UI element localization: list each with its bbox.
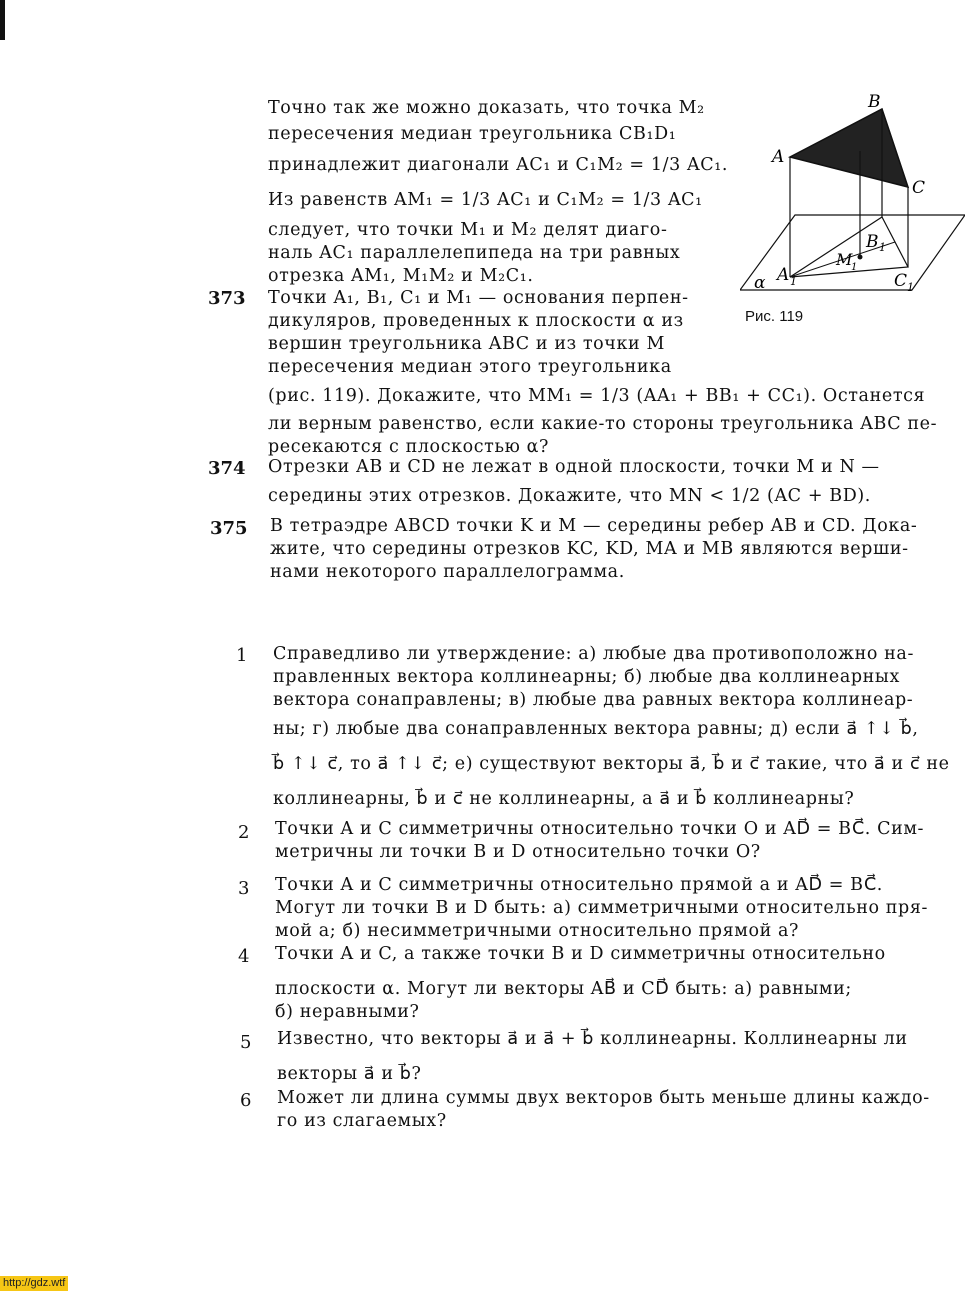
question-line: Могут ли точки B и D быть: а) симметричными относительно пря- — [275, 898, 928, 918]
triangle-abc — [790, 109, 908, 187]
question-1 — [273, 643, 963, 811]
question-number: 2 — [238, 822, 250, 843]
problem-line: пересечения медиан этого треугольника — [268, 357, 672, 377]
intro-line: пересечения медиан треугольника CB₁D₁ — [268, 124, 677, 144]
label-c: C — [912, 178, 926, 198]
question-line: коллинеарны, b⃗ и c⃗ не коллинеарны, а a⃗ и b⃗ коллинеарны? — [273, 789, 855, 809]
problem-373 — [268, 287, 958, 459]
label-m1-sub: 1 — [851, 262, 858, 273]
problem-line: ресекаются с плоскостью α? — [268, 437, 549, 457]
question-line: ны; г) любые два сонаправленных вектора равны; д) если a⃗ ↑↓ b⃗, — [273, 719, 919, 739]
question-6 — [277, 1087, 967, 1133]
question-3 — [275, 874, 965, 943]
question-line: правленных вектора коллинеарны; б) любые два коллинеарных — [273, 667, 900, 687]
intro-line: наль AC₁ параллелепипеда на три равных — [268, 243, 681, 263]
problem-line: Точки A₁, B₁, C₁ и M₁ — основания перпен- — [268, 288, 689, 308]
intro-line: Из равенств AM₁ = 1/3 AC₁ и C₁M₂ = 1/3 AC₁ — [268, 190, 703, 210]
question-line: Справедливо ли утверждение: а) любые два противоположно на- — [273, 644, 914, 664]
label-a: A — [772, 147, 785, 167]
figure-119 — [740, 85, 965, 300]
question-5 — [277, 1028, 967, 1086]
question-line: Точки A и C, а также точки B и D симметричны относительно — [275, 944, 886, 964]
label-m1: M — [836, 250, 853, 269]
label-alpha: α — [754, 273, 766, 293]
page-edge-mark — [0, 0, 5, 40]
problem-number: 374 — [208, 458, 246, 479]
question-number: 3 — [238, 878, 250, 899]
problem-line: середины этих отрезков. Докажите, что MN < 1/2 (AC + BD). — [268, 486, 871, 506]
problem-line: В тетраэдре ABCD точки K и M — середины ребер AB и CD. Дока- — [270, 516, 918, 536]
intro-line: Точно так же можно доказать, что точка M₂ — [268, 98, 705, 118]
intro-line: следует, что точки M₁ и M₂ делят диаго- — [268, 220, 668, 240]
problem-374 — [268, 456, 958, 508]
label-b: B — [868, 92, 881, 112]
label-b1-sub: 1 — [879, 241, 886, 254]
question-number: 5 — [240, 1032, 252, 1053]
label-c1-sub: 1 — [907, 281, 914, 294]
problem-line: нами некоторого параллелограмма. — [270, 562, 625, 582]
question-line: Известно, что векторы a⃗ и a⃗ + b⃗ коллинеарны. Коллинеарны ли — [277, 1029, 908, 1049]
problem-line: ли верным равенство, если какие-то стороны треугольника ABC пе- — [268, 414, 938, 434]
figure-caption: Рис. 119 — [745, 308, 804, 325]
question-line: плоскости α. Могут ли векторы AB⃗ и CD⃗ быть: а) равными; — [275, 979, 852, 999]
question-number: 1 — [236, 645, 248, 666]
watermark-link[interactable]: http://gdz.wtf — [0, 1276, 68, 1291]
label-a1: A — [777, 265, 790, 285]
label-a1-sub: 1 — [790, 275, 797, 288]
intro-line: отрезка AM₁, M₁M₂ и M₂C₁. — [268, 266, 534, 286]
problem-line: (рис. 119). Докажите, что MM₁ = 1/3 (AA₁ + BB₁ + CC₁). Останется — [268, 386, 926, 406]
point-m1 — [858, 255, 863, 260]
question-line: вектора сонаправлены; в) любые два равных вектора коллинеар- — [273, 690, 914, 710]
intro-line: принадлежит диагонали AC₁ и C₁M₂ = 1/3 AC₁. — [268, 155, 728, 175]
intro-paragraph — [268, 97, 728, 288]
label-c1: C — [894, 271, 908, 291]
problem-line: дикуляров, проведенных к плоскости α из — [268, 311, 684, 331]
problem-line: жите, что середины отрезков KC, KD, MA и MB являются верши- — [270, 539, 909, 559]
question-4 — [275, 943, 965, 1024]
question-line: Может ли длина суммы двух векторов быть меньше длины каждо- — [277, 1088, 930, 1108]
problem-number: 373 — [208, 288, 246, 309]
question-line: го из слагаемых? — [277, 1111, 447, 1131]
question-2 — [275, 818, 965, 864]
question-number: 4 — [238, 946, 250, 967]
question-line: векторы a⃗ и b⃗? — [277, 1064, 422, 1084]
question-line: Точки A и C симметричны относительно прямой a и AD⃗ = BC⃗. — [275, 875, 883, 895]
question-number: 6 — [240, 1090, 252, 1111]
plane-alpha — [740, 215, 965, 290]
problem-375 — [270, 515, 960, 584]
problem-number: 375 — [210, 518, 248, 539]
problem-line: вершин треугольника ABC и из точки M — [268, 334, 665, 354]
label-b1: B — [866, 232, 879, 252]
question-line: Точки A и C симметричны относительно точки O и AD⃗ = BC⃗. Сим- — [275, 819, 925, 839]
question-line: b⃗ ↑↓ c⃗, то a⃗ ↑↓ c⃗; е) существуют векторы a⃗, b⃗ и c⃗ такие, что a⃗ и c⃗ не — [273, 754, 950, 774]
question-line: метричны ли точки B и D относительно точки O? — [275, 842, 761, 862]
question-line: б) неравными? — [275, 1002, 420, 1022]
question-line: мой a; б) несимметричными относительно прямой a? — [275, 921, 800, 941]
problem-line: Отрезки AB и CD не лежат в одной плоскости, точки M и N — — [268, 457, 880, 477]
